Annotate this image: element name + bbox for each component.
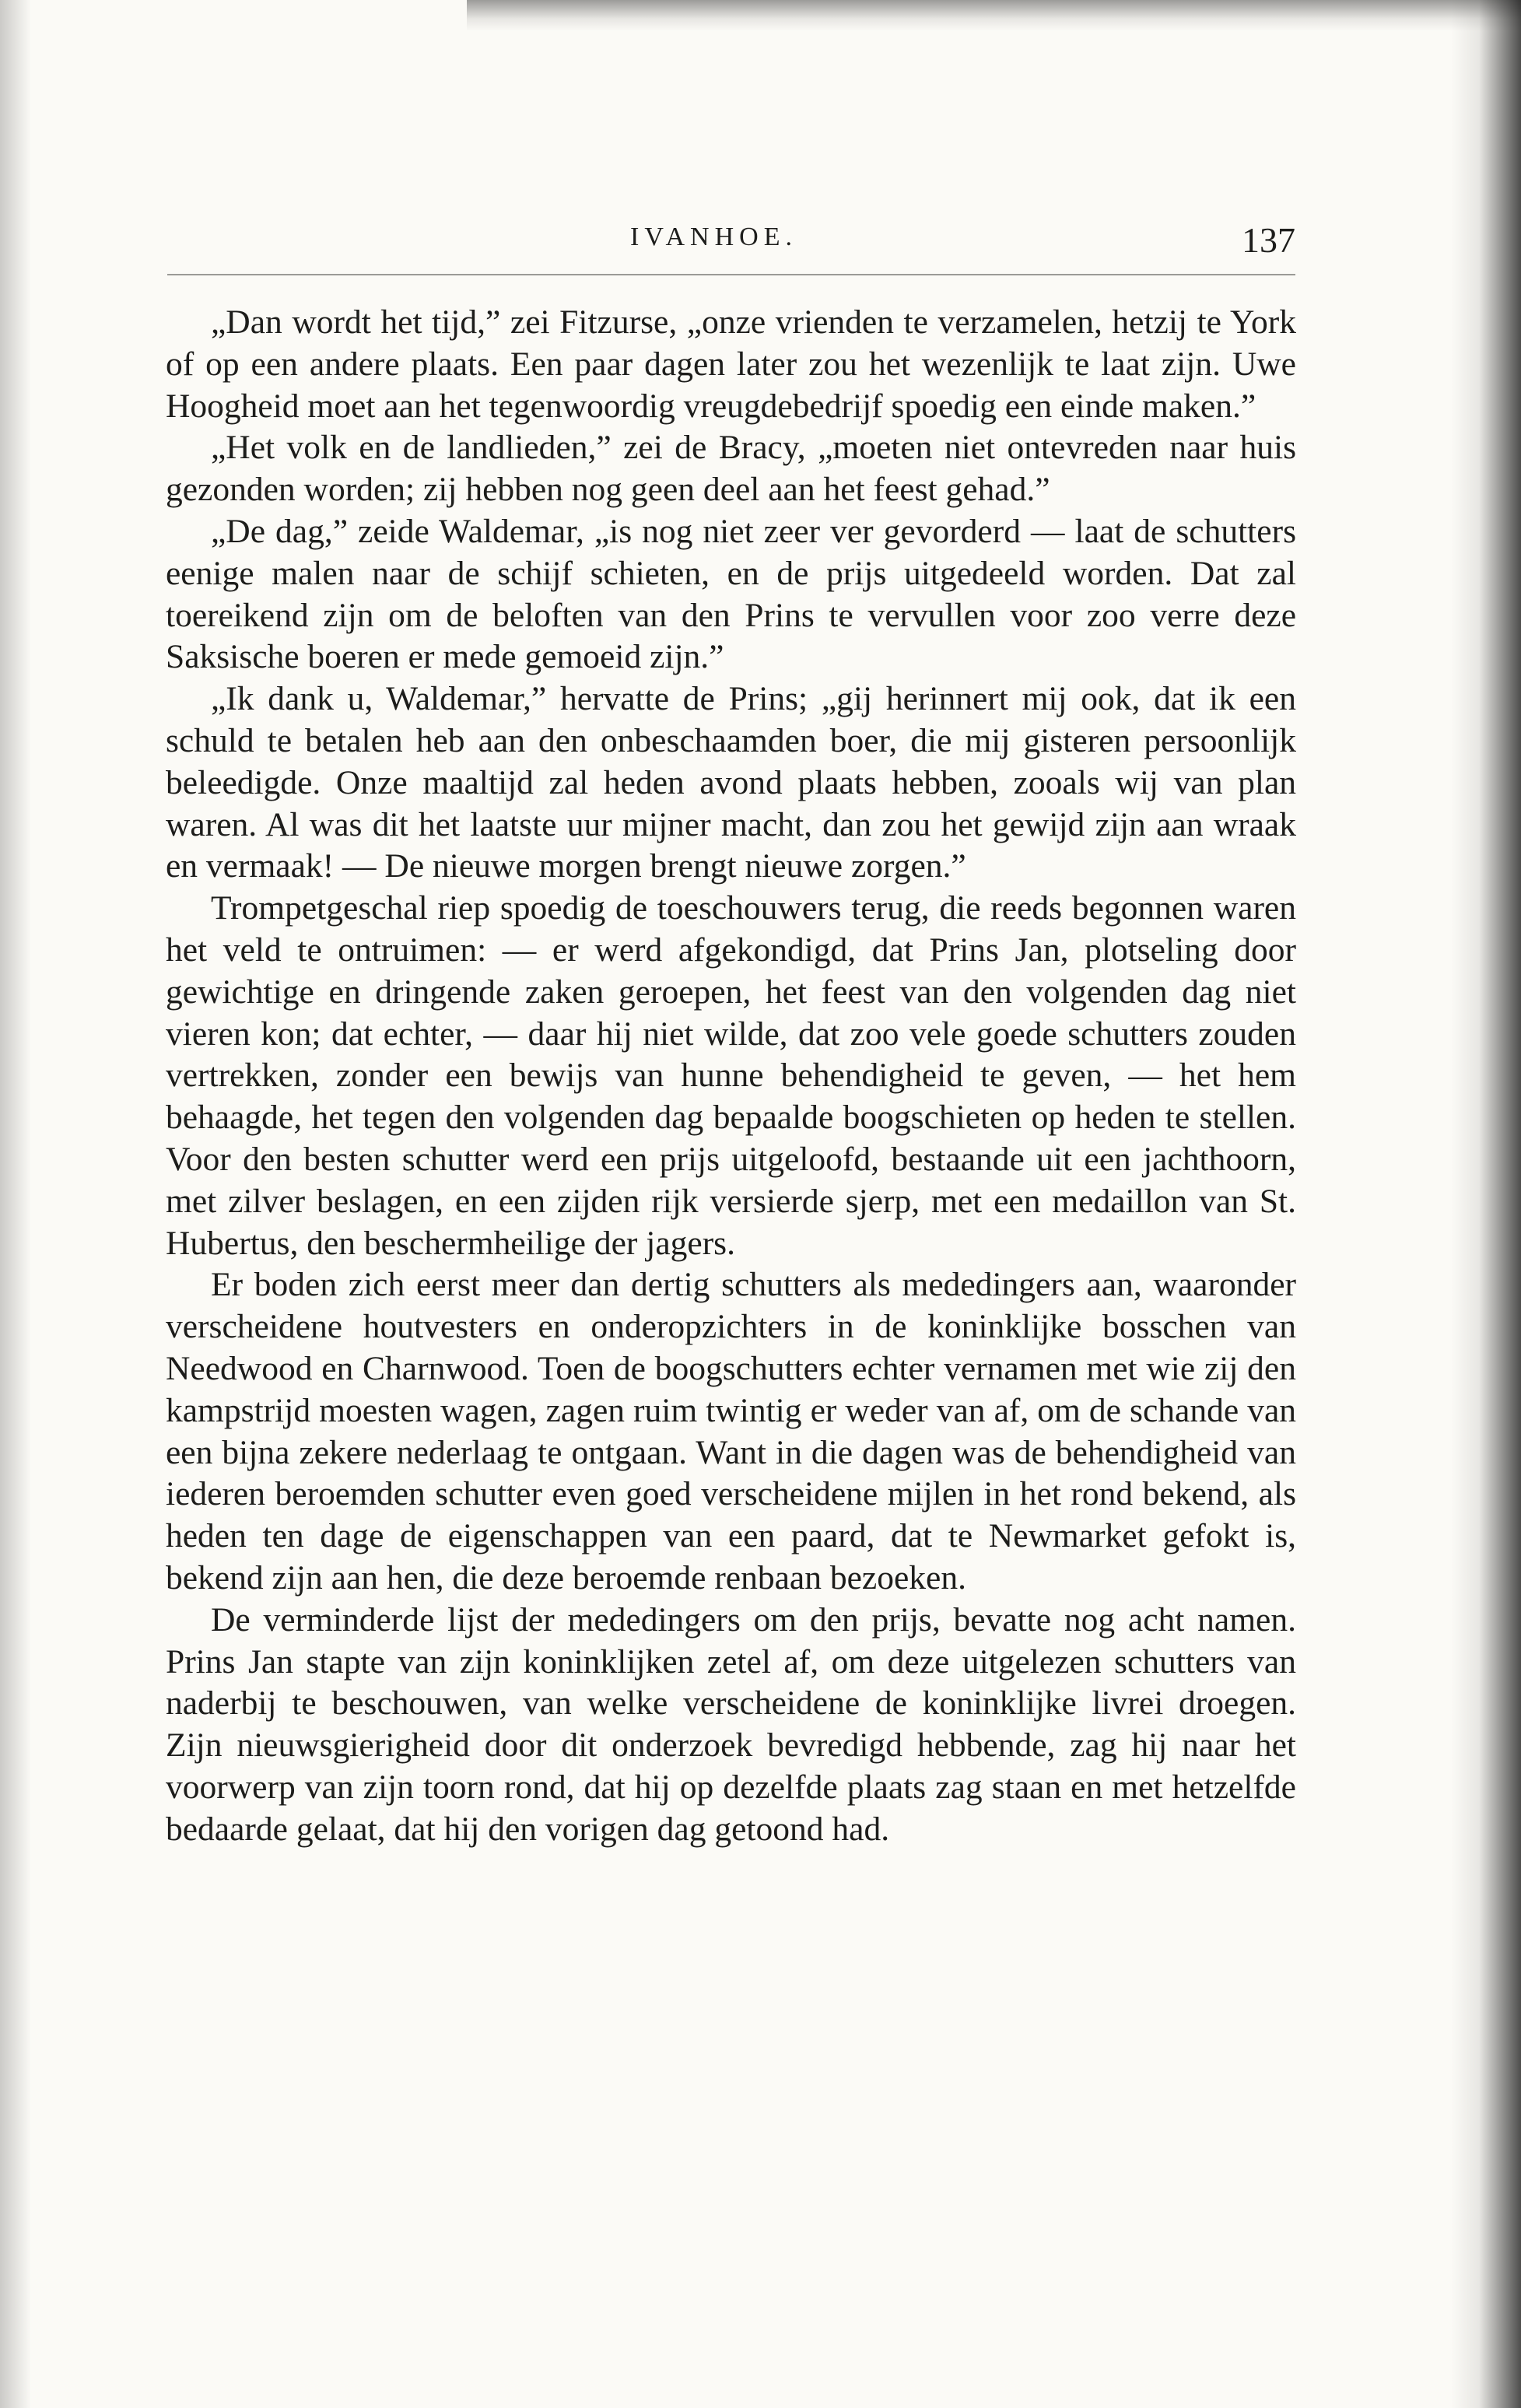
paragraph: Trompetgeschal riep spoedig de toeschouwers terug, die reeds begonnen waren het veld te ontruimen: — er werd afgekondigd, dat Prins Jan, plotseling door gewichtige en dringende zaken geroepen, het feest van den volgenden dag niet vieren kon; dat echter, — daar hij niet wilde, dat zoo vele goede schutters zouden vertrekken, zonder een bewijs van hunne behendigheid te geven, — het hem behaagde, het tegen den volgenden dag bepaalde boogschieten op heden te stellen. Voor den besten schutter werd een prijs uitgeloofd, bestaande uit een jachthoorn, met zilver beslagen, en een zijden rijk versierde sjerp, met een medaillon van St. Hubertus, den beschermheilige der jagers.	[166, 889, 1296, 1262]
header-rule	[167, 274, 1295, 275]
body-text	[166, 302, 1296, 1850]
page-edge-shadow-left	[0, 0, 31, 2408]
page-edge-shadow-top	[467, 0, 1521, 31]
paragraph: „Ik dank u, Waldemar,” hervatte de Prins; „gij herinnert mij ook, dat ik een schuld te betalen heb aan den onbeschaamden boer, die mij gisteren persoonlijk beleedigde. Onze maaltijd zal heden avond plaats hebben, zooals wij van plan waren. Al was dit het laatste uur mijner macht, dan zou het gewijd zijn aan wraak en vermaak! — De nieuwe morgen brengt nieuwe zorgen.”	[166, 680, 1296, 885]
page-edge-shadow-right	[1451, 0, 1521, 2408]
page-header	[163, 219, 1295, 266]
paragraph: De verminderde lijst der mededingers om den prijs, bevatte nog acht namen. Prins Jan stapte van zijn koninklijken zetel af, om deze uitgelezen schutters van naderbij te beschouwen, van welke verscheidene de koninklijke livrei droegen. Zijn nieuwsgierigheid door dit onderzoek bevredigd hebbende, zag hij naar het voorwerp van zijn toorn rond, dat hij op dezelfde plaats zag staan en met hetzelfde bedaarde gelaat, dat hij den vorigen dag getoond had.	[166, 1600, 1296, 1848]
page-number: 137	[1242, 220, 1295, 260]
running-title: IVANHOE.	[630, 223, 797, 251]
paragraph: „Het volk en de landlieden,” zei de Bracy, „moeten niet ontevreden naar huis gezonden worden; zij hebben nog geen deel aan het feest gehad.”	[166, 429, 1296, 509]
paragraph: „Dan wordt het tijd,” zei Fitzurse, „onze vrienden te verzamelen, hetzij te York of op een andere plaats. Een paar dagen later zou het wezenlijk te laat zijn. Uwe Hoogheid moet aan het tegenwoordig vreugdebedrijf spoedig een einde maken.”	[166, 303, 1296, 425]
paragraph: Er boden zich eerst meer dan dertig schutters als mededingers aan, waaronder verscheidene houtvesters en onderopzichters in de koninklijke bosschen van Needwood en Charnwood. Toen de boogschutters echter vernamen met wie zij den kampstrijd moesten wagen, zagen ruim twintig er weder van af, om de schande van een bijna zekere nederlaag te ontgaan. Want in die dagen was de behendigheid van iederen beroemden schutter even goed verscheidene mijlen in het rond bekend, als heden ten dage de eigenschappen van een paard, dat te Newmarket gefokt is, bekend zijn aan hen, die deze beroemde renbaan bezoeken.	[166, 1266, 1296, 1597]
paragraph: „De dag,” zeide Waldemar, „is nog niet zeer ver gevorderd — laat de schutters eenige malen naar de schijf schieten, en de prijs uitgedeeld worden. Dat zal toereikend zijn om de beloften van den Prins te vervullen voor zoo verre deze Saksische boeren er mede gemoeid zijn.”	[166, 512, 1296, 676]
